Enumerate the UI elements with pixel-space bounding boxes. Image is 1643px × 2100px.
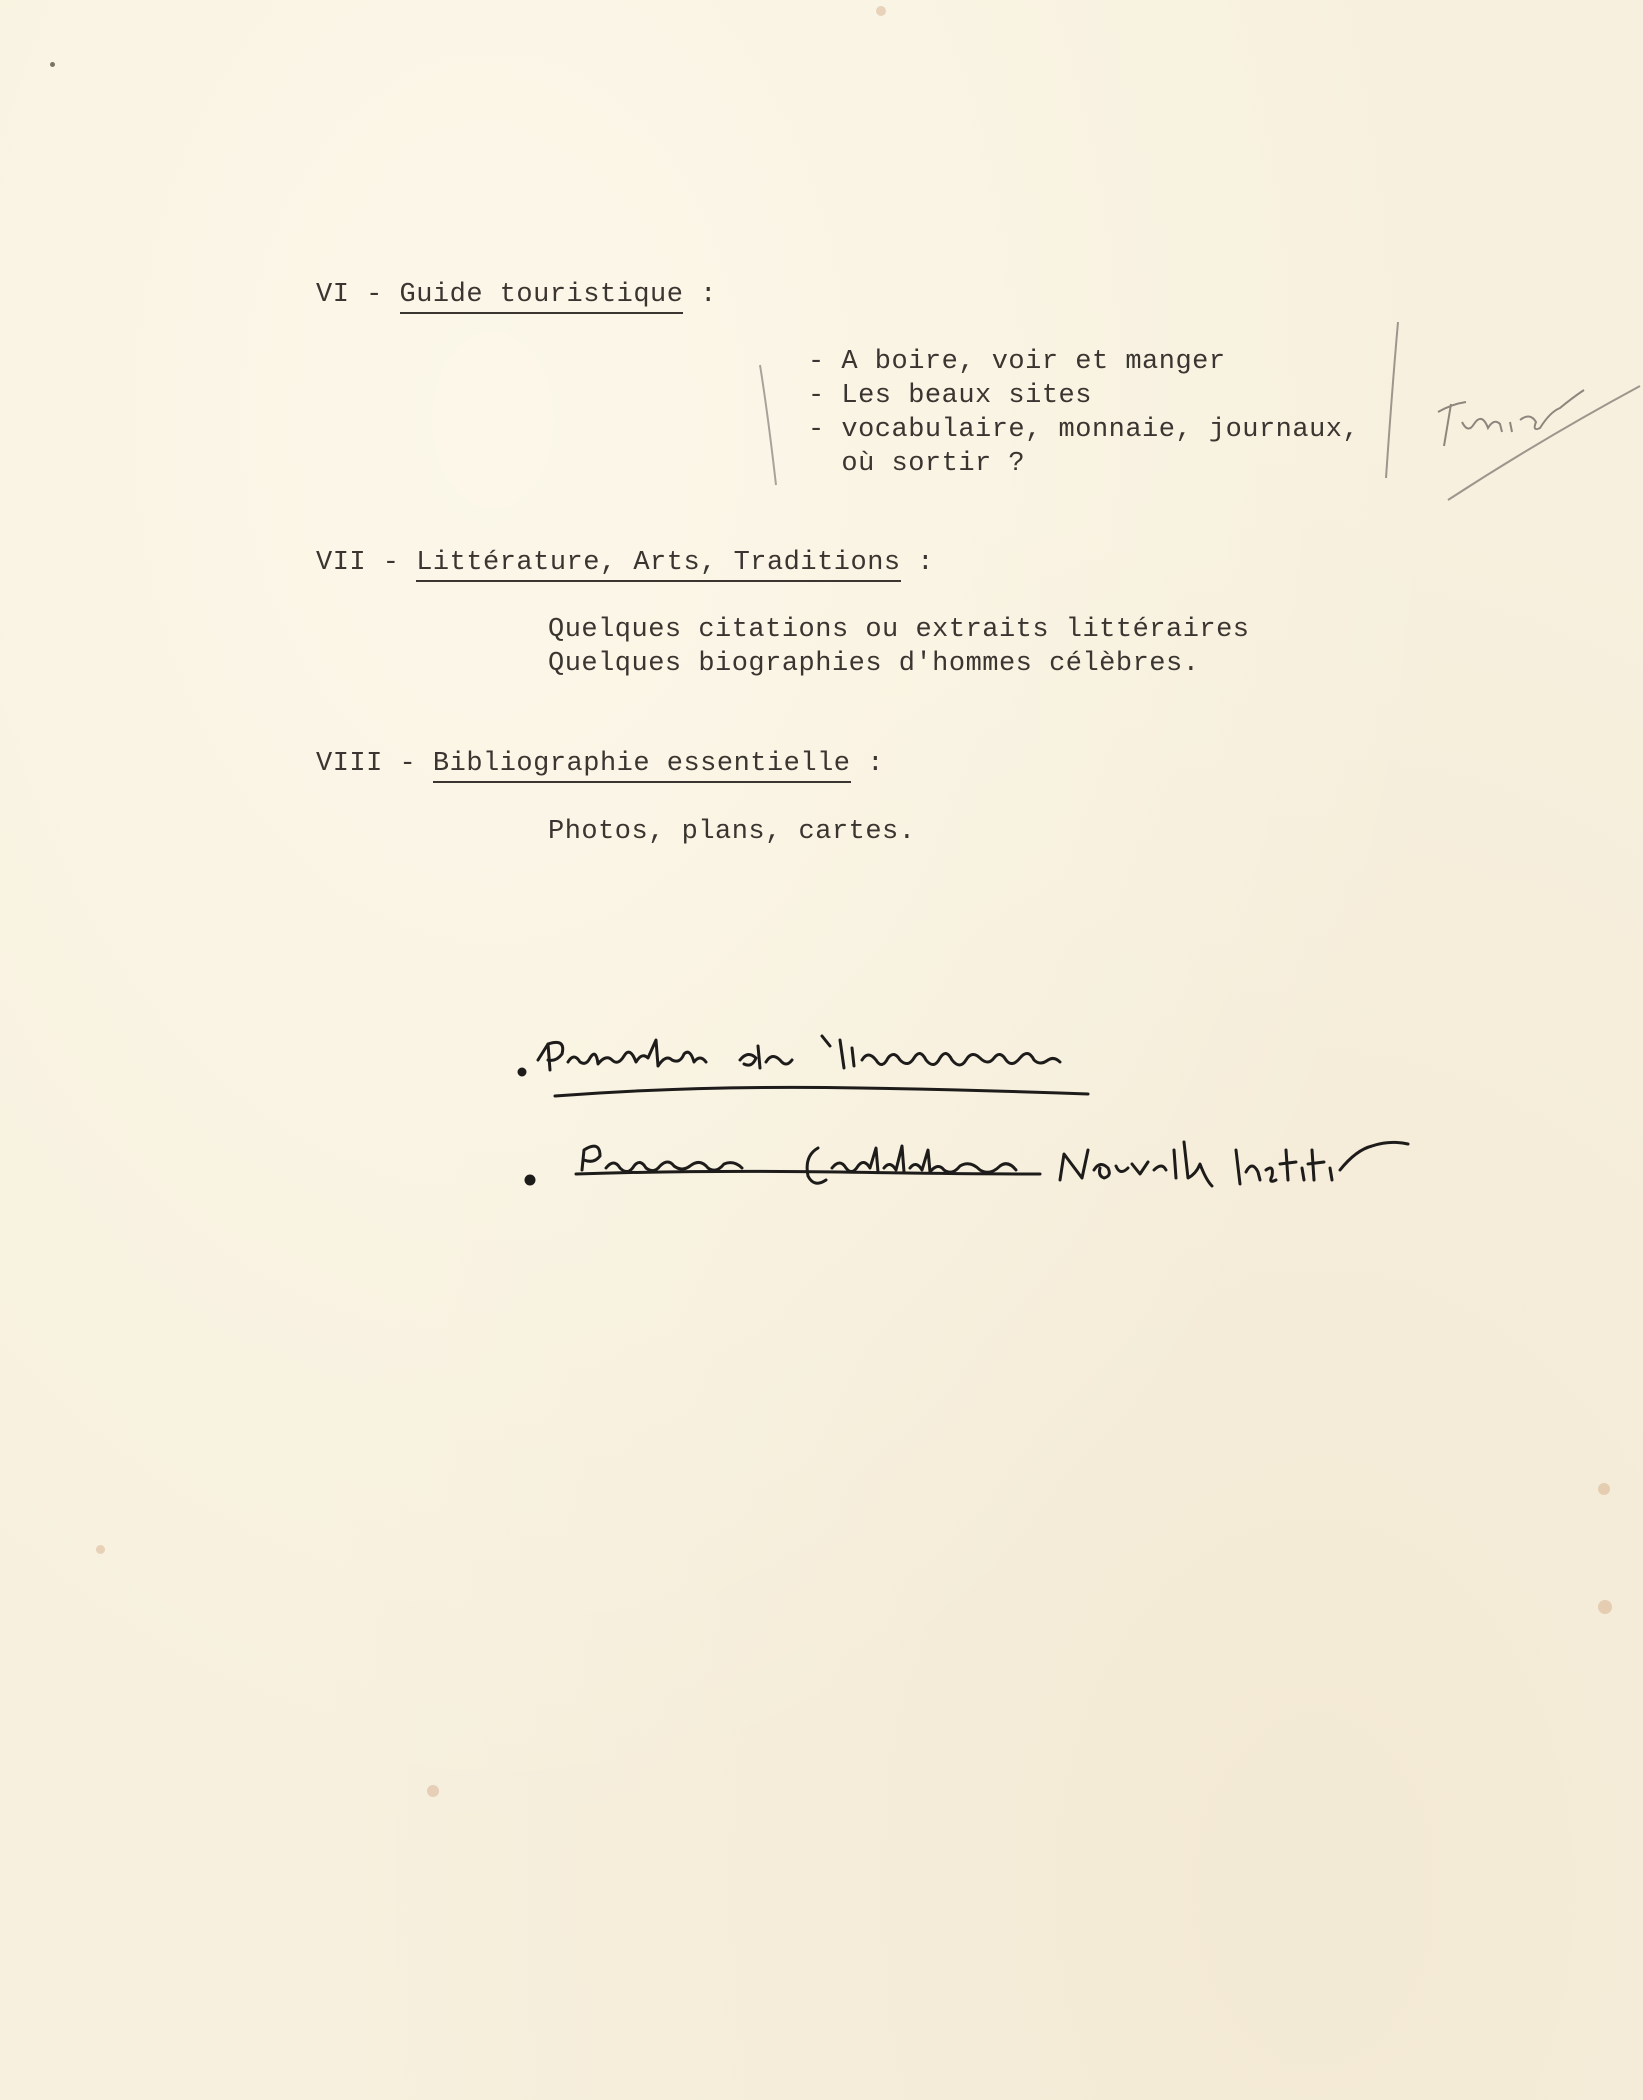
handwritten-note-2 <box>526 1142 1408 1186</box>
pencil-margin-mark <box>1386 322 1398 478</box>
section-vii-numeral: VII <box>316 548 367 578</box>
section-viii-title: Bibliographie essentielle <box>433 749 851 783</box>
section-vii-title: Littérature, Arts, Traditions <box>416 548 900 582</box>
handwritten-note-1 <box>519 1036 1088 1096</box>
section-vi-item: - A boire, voir et manger <box>808 347 1226 377</box>
handwritten-nouvelles-institutions <box>1060 1142 1408 1186</box>
section-vi-item: - Les beaux sites <box>808 381 1092 411</box>
section-vi-numeral: VI <box>316 280 350 310</box>
section-viii-numeral: VIII <box>316 749 383 779</box>
struck-word-pouvoirs <box>582 1146 742 1171</box>
section-vi-item: - vocabulaire, monnaie, journaux, <box>808 415 1360 445</box>
section-vii-item: Quelques citations ou extraits littéraires <box>548 615 1250 645</box>
pencil-bracket <box>760 365 776 485</box>
section-vii-item: Quelques biographies d'hommes célèbres. <box>548 649 1200 679</box>
margin-note-tourisme <box>1438 386 1640 500</box>
section-vi-title: Guide touristique <box>400 280 684 314</box>
section-viii-item: Photos, plans, cartes. <box>548 817 916 847</box>
struck-word-constitution <box>807 1146 1016 1183</box>
section-viii-heading: VIII - Bibliographie essentielle : <box>316 749 884 779</box>
section-vi-item: où sortir ? <box>808 449 1026 479</box>
section-vii-heading: VII - Littérature, Arts, Traditions : <box>316 548 934 578</box>
section-vi-heading: VI - Guide touristique : <box>316 280 717 310</box>
